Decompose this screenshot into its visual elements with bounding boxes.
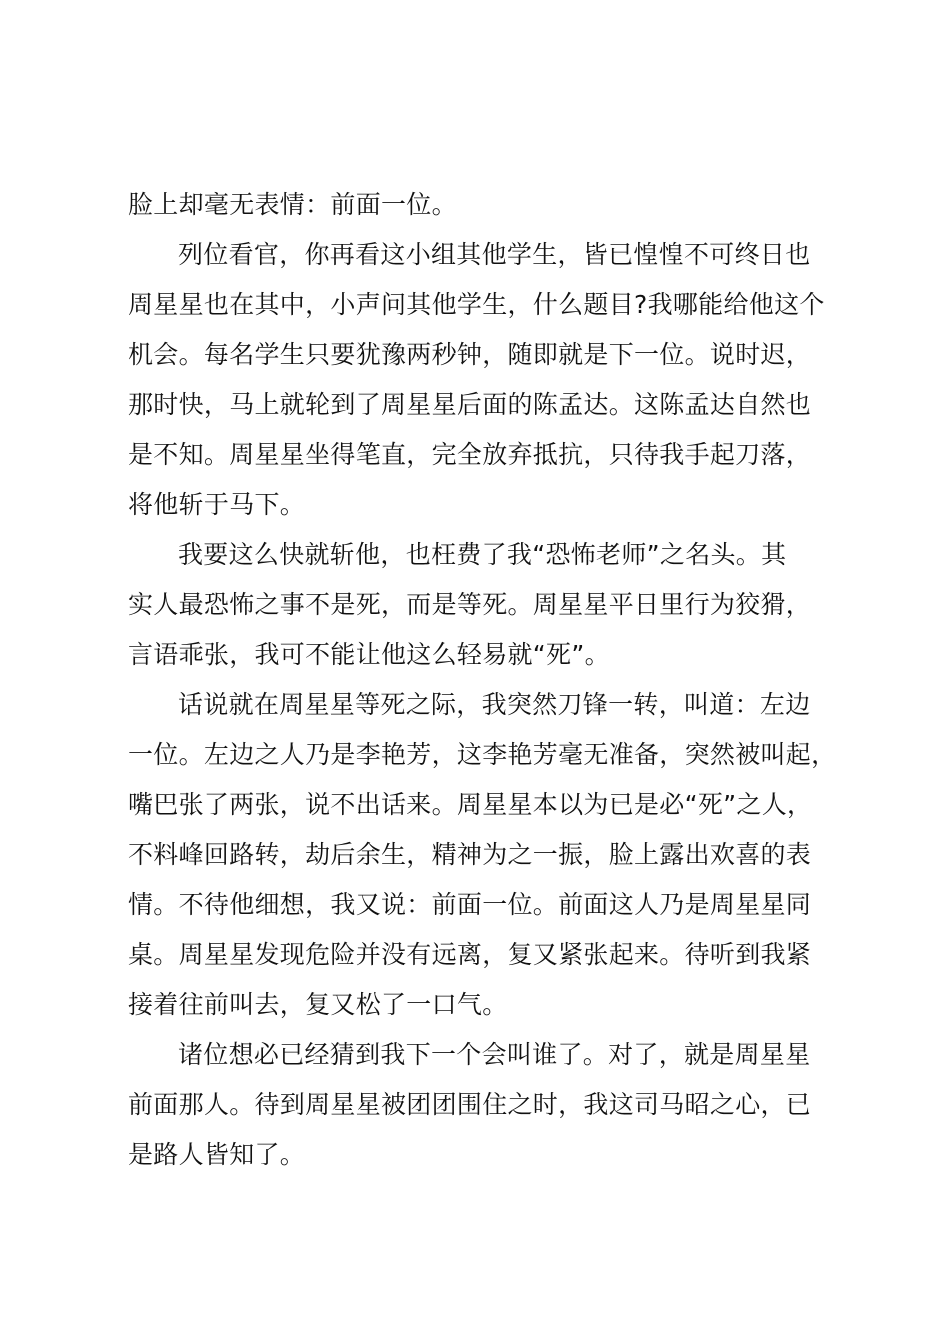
paragraph	[128, 230, 848, 530]
text-line: 言语乖张，我可不能让他这么轻易就“死”。	[128, 640, 610, 669]
paragraph	[128, 180, 848, 230]
text-line: 接着往前叫去，复又松了一口气。	[128, 990, 508, 1019]
text-line: 前面那人。待到周星星被团团围住之时，我这司马昭之心，已	[128, 1090, 812, 1119]
text-line: 周星星也在其中，小声问其他学生，什么题目?我哪能给他这个	[128, 290, 825, 319]
text-line: 实人最恐怖之事不是死，而是等死。周星星平日里行为狡猾，	[128, 590, 812, 619]
text-line: 将他斩于马下。	[128, 490, 306, 519]
text-line: 脸上却毫无表情：前面一位。	[128, 190, 457, 219]
text-line: 诸位想必已经猜到我下一个会叫谁了。对了，就是周星星	[178, 1040, 811, 1069]
text-line: 我要这么快就斩他，也枉费了我“恐怖老师”之名头。其	[178, 540, 787, 569]
text-line: 是路人皆知了。	[128, 1140, 306, 1169]
text-line: 那时快，马上就轮到了周星星后面的陈孟达。这陈孟达自然也	[128, 390, 812, 419]
text-line: 话说就在周星星等死之际，我突然刀锋一转，叫道：左边	[178, 690, 811, 719]
paragraph	[128, 680, 848, 1030]
text-line: 不料峰回路转，劫后余生，精神为之一振，脸上露出欢喜的表	[128, 840, 812, 869]
text-line: 是不知。周星星坐得笔直，完全放弃抵抗，只待我手起刀落，	[128, 440, 812, 469]
paragraph	[128, 1030, 848, 1180]
text-line: 一位。左边之人乃是李艳芳，这李艳芳毫无准备，突然被叫起，	[128, 740, 837, 769]
text-line: 机会。每名学生只要犹豫两秒钟，随即就是下一位。说时迟，	[128, 340, 812, 369]
text-line: 桌。周星星发现危险并没有远离，复又紧张起来。待听到我紧	[128, 940, 812, 969]
paragraph	[128, 530, 848, 680]
text-line: 嘴巴张了两张，说不出话来。周星星本以为已是必“死”之人，	[128, 790, 813, 819]
body-text	[128, 180, 848, 1180]
text-line: 列位看官，你再看这小组其他学生，皆已惶惶不可终日也	[178, 240, 811, 269]
text-line: 情。不待他细想，我又说：前面一位。前面这人乃是周星星同	[128, 890, 812, 919]
